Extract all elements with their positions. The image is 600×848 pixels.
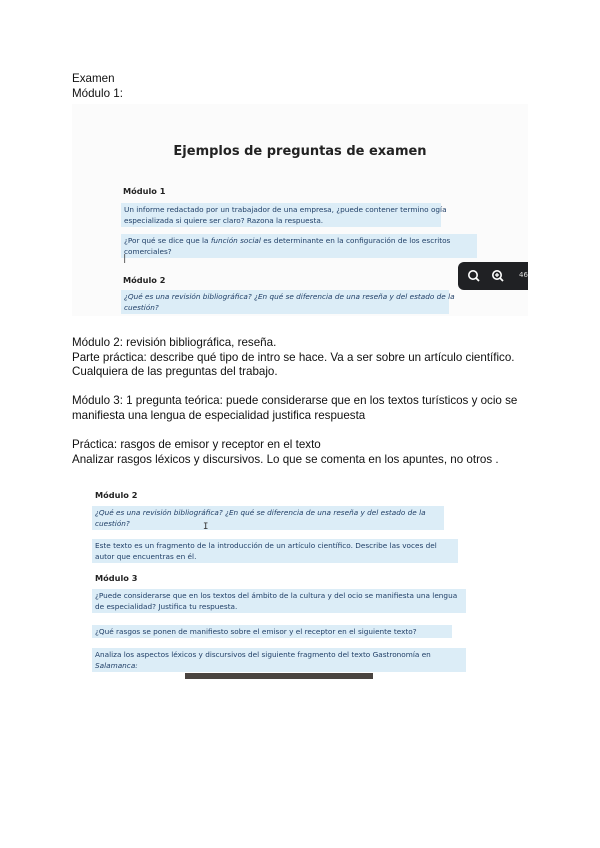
examples-title: Ejemplos de preguntas de examen bbox=[173, 144, 427, 159]
note-line: Práctica: rasgos de emisor y receptor en el texto bbox=[72, 438, 321, 451]
question-social-function bbox=[121, 234, 477, 258]
viewer-zoom-toolbar[interactable] bbox=[458, 262, 528, 290]
question-line: de especialidad? Justifica tu respuesta. bbox=[95, 602, 238, 611]
question-line: ¿Qué rasgos se ponen de manifiesto sobre el emisor y el receptor en el siguiente texto? bbox=[95, 627, 417, 636]
question-line: Analiza los aspectos léxicos y discursivos del siguiente fragmento del texto Gastronomía en bbox=[95, 650, 431, 659]
zoom-level: 46 bbox=[519, 271, 528, 279]
module2-heading: Módulo 2 bbox=[123, 275, 166, 285]
header-exam: Examen bbox=[72, 72, 115, 85]
question-specialty-language bbox=[92, 589, 466, 613]
search-icon[interactable] bbox=[464, 266, 484, 286]
question-sender-receiver bbox=[92, 625, 452, 638]
cropped-edge bbox=[72, 310, 528, 316]
text-cursor: I bbox=[203, 522, 209, 532]
notes-module3 bbox=[72, 394, 542, 423]
question-line: Este texto es un fragmento de la introducción de un artículo científico. Describe las voces del bbox=[95, 541, 437, 550]
question-line: especializada si quiere ser claro? Razona la respuesta. bbox=[124, 216, 324, 225]
question-line: Salamanca: bbox=[95, 661, 138, 670]
note-line: manifiesta una lengua de especialidad justifica respuesta bbox=[72, 408, 366, 422]
question-bibliographic-review bbox=[92, 506, 444, 530]
note-line: Módulo 2: revisión bibliográfica, reseña. bbox=[72, 336, 277, 349]
question-line: cuestión? bbox=[124, 303, 159, 312]
question-author-voices bbox=[92, 539, 458, 563]
text-cursor: | bbox=[122, 254, 128, 264]
question-line: autor que encuentras en él. bbox=[95, 552, 197, 561]
module3-heading: Módulo 3 bbox=[95, 573, 138, 583]
module2-heading: Módulo 2 bbox=[95, 490, 138, 500]
question-line: ¿Puede considerarse que en los textos del ámbito de la cultura y del ocio se manifiesta una lengua bbox=[95, 591, 458, 600]
note-line: Módulo 3: 1 pregunta teórica: puede considerarse que en los textos turísticos y ocio se bbox=[72, 394, 518, 407]
embedded-image-fragment bbox=[185, 673, 373, 679]
question-line: ¿Por qué se dice que la función social es determinante en la configuración de los escritos bbox=[124, 236, 451, 245]
question-line: Un informe redactado por un trabajador de una empresa, ¿puede contener termino ogía bbox=[124, 205, 447, 214]
question-report-terminology bbox=[121, 203, 447, 227]
notes-module2 bbox=[72, 336, 542, 380]
exam-examples-screenshot-2 bbox=[72, 481, 528, 679]
note-line: Parte práctica: describe qué tipo de intro se hace. Va a ser sobre un artículo científico. bbox=[72, 350, 515, 364]
question-line: comerciales? bbox=[124, 247, 172, 256]
question-line: cuestión? bbox=[95, 519, 130, 528]
question-line: ¿Qué es una revisión bibliográfica? ¿En qué se diferencia de una reseña y del estado de la bbox=[124, 292, 455, 301]
zoom-in-icon[interactable] bbox=[488, 266, 508, 286]
header-module1: Módulo 1: bbox=[72, 86, 123, 100]
note-line: Cualquiera de las preguntas del trabajo. bbox=[72, 365, 278, 378]
module1-heading: Módulo 1 bbox=[123, 186, 166, 196]
question-line: ¿Qué es una revisión bibliográfica? ¿En qué se diferencia de una reseña y del estado de la bbox=[95, 508, 426, 517]
document-header bbox=[72, 72, 542, 101]
note-line: Analizar rasgos léxicos y discursivos. Lo que se comenta en los apuntes, no otros . bbox=[72, 452, 499, 466]
notes-practice bbox=[72, 438, 542, 467]
question-lexical-discursive bbox=[92, 648, 466, 672]
